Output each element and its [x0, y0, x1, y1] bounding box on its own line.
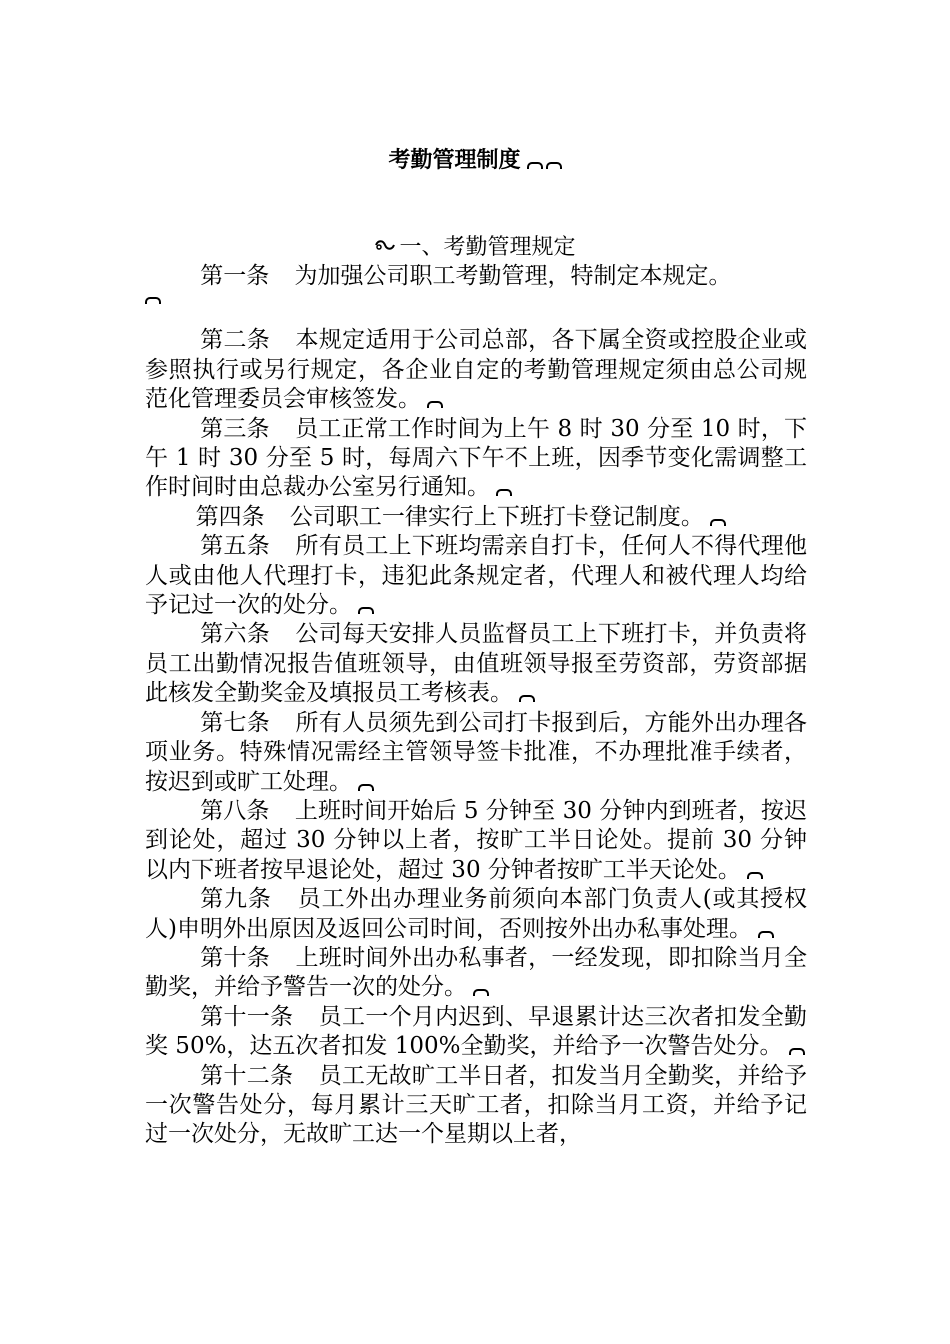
article-text: 员工无故旷工半日者，扣发当月全勤奖，并给予一次警告处分，每月累计三天旷工者，扣除当月工资，并给予记过一次处分，无故旷工达一个星期以上者，: [145, 1062, 808, 1148]
section-heading: [0, 233, 950, 263]
section-heading-text: 一、考勤管理规定: [399, 235, 576, 260]
article-text: 公司职工一律实行上下班打卡登记制度。: [289, 503, 704, 530]
article-label: 第十条: [200, 944, 270, 971]
article-label: 第八条: [200, 797, 270, 824]
paragraph-mark-icon: [358, 784, 374, 791]
paragraph-mark-icon: [145, 297, 161, 304]
article-9: [145, 885, 807, 944]
article-7: [145, 709, 807, 797]
article-label: 第六条: [200, 621, 270, 648]
article-label: 第五条: [200, 533, 270, 560]
article-label: 第九条: [200, 886, 272, 913]
paragraph-mark-icon: [496, 489, 512, 496]
article-5: [145, 532, 807, 620]
article-text: 所有人员须先到公司打卡报到后，方能外出办理各项业务。特殊情况需经主管领导签卡批准，不办理批准手续者，按迟到或旷工处理。: [145, 709, 808, 795]
article-3: [145, 415, 807, 503]
article-label: 第三条: [200, 415, 270, 442]
paragraph-mark-icon: [758, 931, 774, 938]
article-2: [145, 326, 807, 414]
article-label: 第十二条: [200, 1062, 294, 1089]
article-text: 上班时间外出办私事者，一经发现，即扣除当月全勤奖，并给予警告一次的处分。: [145, 944, 808, 1001]
article-text: 上班时间开始后 5 分钟至 30 分钟内到班者，按迟到论处，超过 30 分钟以上者，按旷工半日论处。提前 30 分钟以内下班者按早退论处，超过 30 分钟者按旷工半天论处。: [145, 797, 807, 883]
article-4: [145, 503, 807, 532]
article-text: 员工正常工作时间为上午 8 时 30 分至 10 时，下午 1 时 30 分至 5 时，每周六下午不上班，因季节变化需调整工作时间时由总裁办公室另行通知。: [145, 415, 807, 501]
paragraph-mark-icon: [710, 519, 726, 526]
paragraph-mark-icon: [519, 695, 535, 702]
article-label: 第四条: [195, 503, 265, 530]
document-title-text: 考勤管理制度: [388, 148, 521, 173]
article-12: [145, 1062, 807, 1150]
article-text: 公司每天安排人员监督员工上下班打卡，并负责将员工出勤情况报告值班领导，由值班领导报至劳资部，劳资部据此核发全勤奖金及填报员工考核表。: [145, 621, 808, 707]
article-8: [145, 797, 807, 885]
article-10: [145, 944, 807, 1003]
document-title: [0, 146, 950, 176]
article-label: 第七条: [200, 709, 270, 736]
article-label: 第一条: [200, 263, 270, 289]
article-label: 第十一条: [200, 1003, 294, 1030]
article-text: 为加强公司职工考勤管理，特制定本规定。: [294, 263, 732, 289]
paragraph-mark-icon: [546, 162, 562, 169]
article-text: 员工外出办理业务前须向本部门负责人(或其授权人)申明外出原因及返回公司时间，否则按外出办私事处理。: [145, 886, 807, 942]
article-6: [145, 620, 807, 708]
article-1: [145, 262, 807, 326]
article-label: 第二条: [200, 327, 270, 354]
paragraph-mark-icon: [789, 1048, 805, 1055]
paragraph-mark-icon: [747, 872, 763, 879]
paragraph-mark-icon: [427, 401, 443, 408]
anchor-icon: [374, 238, 396, 252]
article-text: 本规定适用于公司总部，各下属全资或控股企业或参照执行或另行规定，各企业自定的考勤管理规定须由总公司规范化管理委员会审核签发。: [145, 327, 808, 413]
paragraph-mark-icon: [358, 607, 374, 614]
article-text: 所有员工上下班均需亲自打卡，任何人不得代理他人或由他人代理打卡，违犯此条规定者，代理人和被代理人均给予记过一次的处分。: [145, 533, 808, 619]
document-body: [145, 262, 807, 1150]
article-11: [145, 1003, 807, 1062]
paragraph-mark-icon: [473, 989, 489, 996]
paragraph-mark-icon: [527, 162, 543, 169]
article-text: 员工一个月内迟到、早退累计达三次者扣发全勤奖 50%，达五次者扣发 100%全勤奖，并给予一次警告处分。: [145, 1003, 808, 1060]
